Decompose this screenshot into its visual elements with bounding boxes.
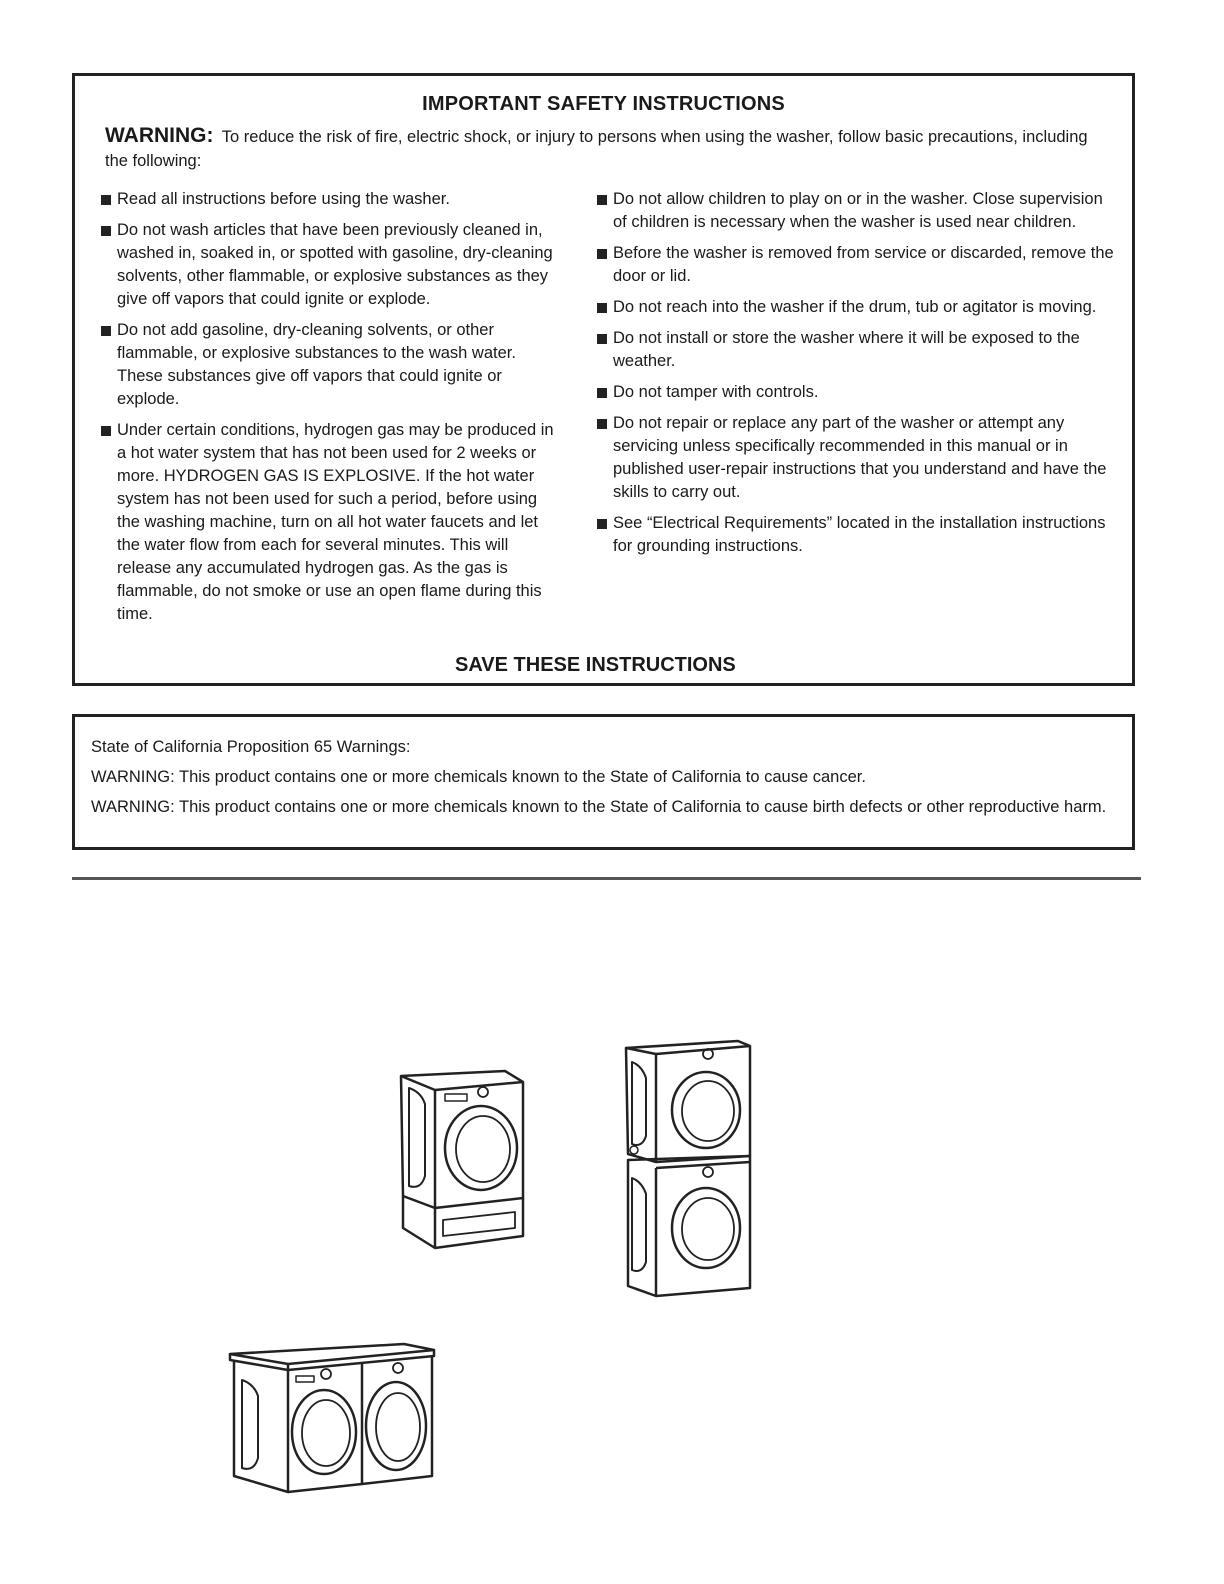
list-item: Do not reach into the washer if the drum, tub or agitator is moving. <box>595 296 1115 319</box>
section-divider <box>72 877 1141 880</box>
washer-on-pedestal-illustration <box>395 1068 530 1253</box>
list-item: Do not repair or replace any part of the washer or attempt any servicing unless specifically recommended in this manual or in published user-repair instructions that you understand and have the skills to carry out. <box>595 412 1115 504</box>
list-item: Do not add gasoline, dry-cleaning solvents, or other flammable, or explosive substances to the wash water. These substances give off vapors that could ignite or explode. <box>99 319 559 411</box>
list-item: Do not allow children to play on or in the washer. Close supervision of children is necessary when the washer is used near children. <box>595 188 1115 234</box>
warning-intro <box>105 124 1105 173</box>
list-item: Do not wash articles that have been previously cleaned in, washed in, soaked in, or spotted with gasoline, dry-cleaning solvents, other flammable, or explosive substances as they give off vapors that could ignite or explode. <box>99 219 559 311</box>
list-item: Do not install or store the washer where it will be exposed to the weather. <box>595 327 1115 373</box>
list-item: See “Electrical Requirements” located in the installation instructions for grounding instructions. <box>595 512 1115 558</box>
warning-text: To reduce the risk of fire, electric shock, or injury to persons when using the washer, follow basic precautions, including the following: <box>105 128 1088 170</box>
list-item: Under certain conditions, hydrogen gas may be produced in a hot water system that has not been used for 2 weeks or more. HYDROGEN GAS IS EXPLOSIVE. If the hot water system has not been used for such a period, before using the washing machine, turn on all hot water faucets and let the water flow from each for several minutes. This will release any accumulated hydrogen gas. As the gas is flammable, do not smoke or use an open flame during this time. <box>99 419 559 626</box>
list-item: Do not tamper with controls. <box>595 381 1115 404</box>
prop65-box <box>72 714 1135 850</box>
warning-label: WARNING: <box>105 124 214 147</box>
list-item: Before the washer is removed from service or discarded, remove the door or lid. <box>595 242 1115 288</box>
prop65-warning-birth-defects: WARNING: This product contains one or more chemicals known to the State of California to cause birth defects or other reproductive harm. <box>91 798 1107 816</box>
prop65-heading: State of California Proposition 65 Warnings: <box>91 738 411 756</box>
list-item: Read all instructions before using the washer. <box>99 188 559 211</box>
prop65-warning-cancer: WARNING: This product contains one or more chemicals known to the State of California to cause cancer. <box>91 768 866 786</box>
stacked-washer-dryer-illustration <box>620 1038 756 1300</box>
left-column <box>99 188 559 634</box>
safety-title: IMPORTANT SAFETY INSTRUCTIONS <box>422 93 785 115</box>
right-column <box>595 188 1115 566</box>
side-by-side-washer-dryer-illustration <box>226 1340 438 1498</box>
save-instructions-title: SAVE THESE INSTRUCTIONS <box>455 654 736 676</box>
safety-instructions-box <box>72 73 1135 686</box>
